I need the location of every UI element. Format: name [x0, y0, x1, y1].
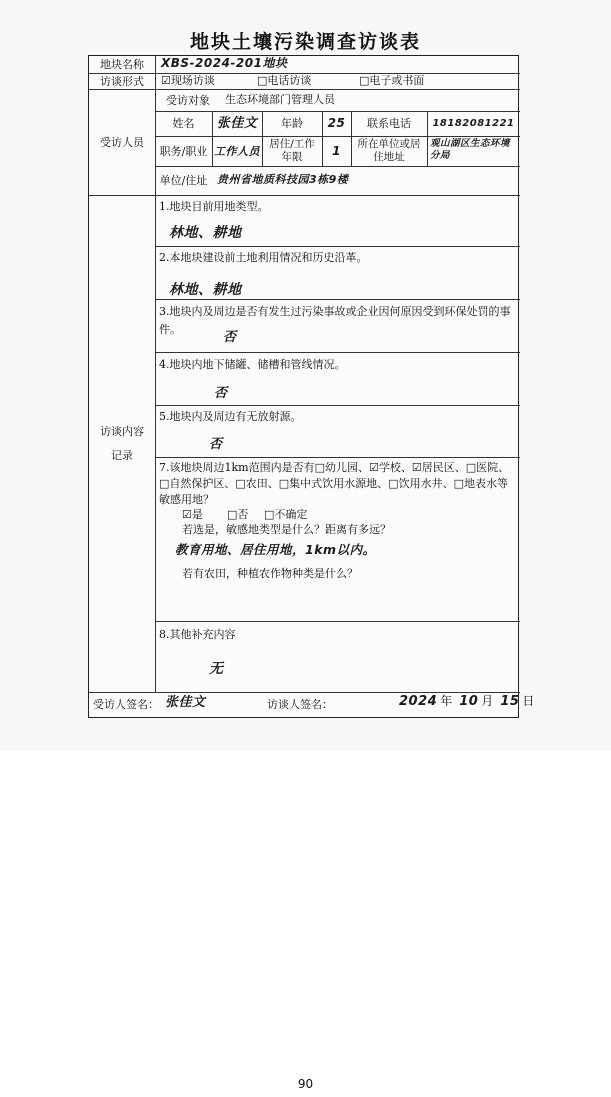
- q7-option-unsure: □不确定: [264, 508, 308, 521]
- interviewee-signature-label: 受访人签名：: [93, 698, 159, 711]
- content-label: 访谈内容记录: [100, 424, 144, 462]
- page-number: 90: [297, 1077, 314, 1091]
- object-label: 受访对象: [166, 93, 210, 107]
- question-2: 2.本地块建设前土地利用情况和历史沿革。: [159, 251, 368, 264]
- question-4: 4.地块内地下储罐、储槽和管线情况。: [159, 358, 346, 371]
- date-year: 2024: [399, 694, 438, 709]
- date-day: 15: [500, 694, 520, 709]
- answer-2: 林地、耕地: [169, 282, 242, 298]
- question-1: 1.地块目前用地类型。: [159, 200, 269, 213]
- job-label: 职务/职业: [159, 144, 208, 158]
- interviewee-signature: 张佳文: [165, 695, 206, 710]
- unit-value: 贵州省地质科技园3栋9楼: [217, 173, 349, 186]
- date-field: [399, 694, 535, 715]
- answer-5: 否: [209, 437, 223, 452]
- year-label: 年: [440, 694, 453, 708]
- plot-name-value: XBS-2024-201地块: [161, 56, 288, 70]
- object-value: 生态环境部门管理人员: [225, 93, 335, 106]
- answer-3: 否: [223, 330, 237, 345]
- q7-sub-question-1: 若选是，敏感地类型是什么？距离有多远？: [182, 523, 391, 536]
- plot-name-label: 地块名称: [100, 58, 144, 71]
- month-label: 月: [481, 694, 494, 708]
- method-option-phone: □电话访谈: [257, 74, 312, 87]
- method-label: 访谈形式: [100, 74, 144, 88]
- day-label: 日: [522, 694, 535, 708]
- years-label: 居住/工作年限: [269, 138, 315, 163]
- answer-1: 林地、耕地: [169, 225, 242, 241]
- age-label: 年龄: [281, 117, 303, 130]
- years-value: 1: [332, 143, 341, 158]
- method-option-written: □电子或书面: [359, 74, 425, 87]
- question-3: 3.地块内及周边是否有发生过污染事故或企业因何原因受到环保处罚的事件。: [159, 305, 511, 336]
- address-value: 观山湖区生态环境分局: [430, 138, 511, 161]
- question-8: 8.其他补充内容: [159, 628, 236, 641]
- q7-option-yes: ☑是: [182, 508, 203, 521]
- name-label: 姓名: [172, 117, 195, 130]
- name-value: 张佳文: [216, 116, 258, 131]
- interviewee-label: 受访人员: [100, 135, 144, 149]
- answer-8: 无: [209, 661, 224, 677]
- question-5: 5.地块内及周边有无放射源。: [159, 410, 302, 423]
- age-value: 25: [327, 116, 346, 130]
- q7-option-no: □否: [227, 508, 249, 521]
- method-option-onsite: ☑现场访谈: [161, 74, 215, 87]
- q7-answer-1: 教育用地、居住用地，1km以内。: [175, 542, 376, 557]
- answer-4: 否: [214, 386, 228, 401]
- interview-form: [88, 55, 535, 718]
- question-7: 7.该地块周边1km范围内是否有□幼儿园、☑学校、☑居民区、□医院、□自然保护区、□农田、□集中式饮用水源地、□饮用水井、□地表水等敏感用地？: [159, 461, 510, 506]
- q7-sub-question-2: 若有农田，种植农作物种类是什么？: [182, 567, 358, 580]
- job-value: 工作人员: [214, 144, 260, 158]
- address-label: 所在单位或居住地址: [357, 138, 421, 163]
- date-month: 10: [459, 694, 479, 709]
- form-title: 地块土壤污染调查访谈表: [189, 31, 421, 53]
- unit-label: 单位/住址: [159, 174, 208, 187]
- phone-value: 18182081221: [432, 118, 515, 129]
- phone-label: 联系电话: [367, 117, 411, 130]
- interviewer-signature-label: 访谈人签名：: [267, 698, 333, 711]
